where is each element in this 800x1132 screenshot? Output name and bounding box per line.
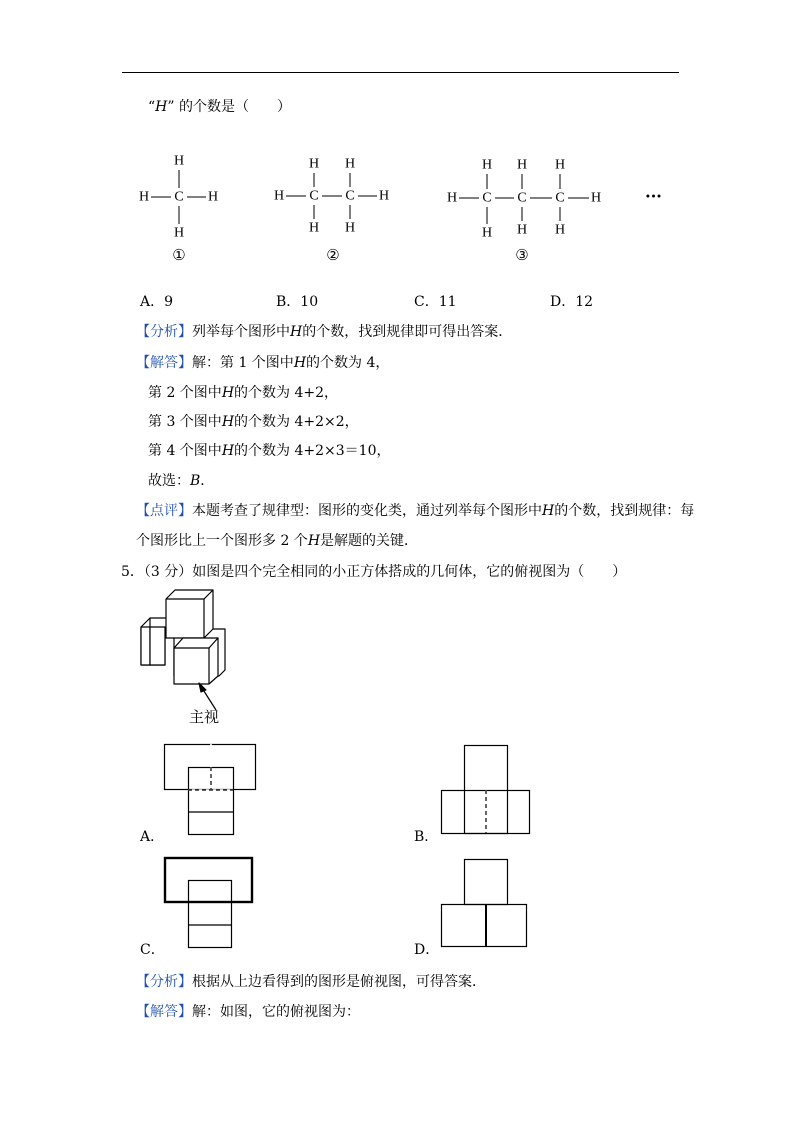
option-c-figure — [160, 853, 260, 953]
q5-analysis: 【分析】根据从上边看得到的图形是俯视图，可得答案． — [136, 974, 486, 990]
answer-tag: 【解答】 — [136, 355, 192, 371]
q4-analysis: 【分析】列举每个图形中H的个数，找到规律即可得出答案． — [136, 324, 513, 340]
comment-tag: 【点评】 — [136, 503, 192, 519]
atom-h: H — [378, 188, 390, 204]
option-a: A．9 — [140, 294, 174, 310]
figure-1-methane — [139, 154, 218, 241]
main-view-label: 主视 — [189, 708, 220, 726]
answer-tag: 【解答】 — [136, 1004, 192, 1020]
option-b-label: B． — [414, 829, 439, 845]
atom-c: C — [482, 190, 492, 206]
question-number: 5． — [121, 564, 144, 580]
atom-h: H — [554, 157, 566, 173]
figure-label: ③ — [515, 248, 529, 264]
q4-comment-line2: 个图形比上一个图形多 2 个H是解题的关键． — [136, 533, 419, 549]
q5-answer: 【解答】解：如图，它的俯视图为： — [136, 1004, 360, 1020]
option-d-label: D． — [414, 942, 440, 958]
header-rule — [122, 72, 679, 73]
option-c-label: C． — [140, 942, 165, 958]
atom-c: C — [555, 190, 565, 206]
analysis-tag: 【分析】 — [136, 324, 192, 340]
q4-comment-line1: 【点评】本题考查了规律型：图形的变化类，通过列举每个图形中H的个数，找到规律：每 — [136, 503, 695, 519]
q5-stem: 5．（3 分）如图是四个完全相同的小正方体搭成的几何体，它的俯视图为（ ） — [121, 564, 627, 580]
q4-answer-line4: 第 4 个图中H的个数为 4+2×3＝10， — [148, 443, 391, 459]
atom-h: H — [516, 222, 528, 238]
option-c: C．11 — [414, 294, 457, 310]
atom-h: H — [344, 156, 356, 172]
atom-c: C — [517, 190, 527, 206]
atom-h: H — [344, 220, 356, 236]
q4-answer-line2: 第 2 个图中H的个数为 4+2， — [148, 385, 339, 401]
figure-3-propane — [447, 158, 601, 241]
atom-h: H — [590, 190, 602, 206]
atom-h: H — [554, 222, 566, 238]
atom-h: H — [173, 225, 185, 241]
figure-label: ① — [172, 248, 186, 264]
q4-answer-line3: 第 3 个图中H的个数为 4+2×2， — [148, 414, 359, 430]
atom-c: C — [174, 189, 184, 205]
q4-answer-line1: 【解答】解：第 1 个图中H的个数为 4， — [136, 355, 390, 371]
analysis-tag: 【分析】 — [136, 974, 192, 990]
ellipsis: ••• — [645, 188, 663, 204]
atom-c: C — [345, 188, 355, 204]
atom-h: H — [173, 153, 185, 169]
option-d-figure — [436, 853, 536, 953]
option-d: D．12 — [550, 294, 594, 310]
option-b-figure — [436, 740, 536, 840]
atom-h: H — [516, 157, 528, 173]
atom-h: H — [207, 189, 219, 205]
hydrocarbon-figures — [0, 140, 800, 270]
option-a-label: A． — [140, 829, 165, 845]
atom-h: H — [481, 157, 493, 173]
atom-c: C — [309, 188, 319, 204]
cube-solid-figure — [130, 585, 240, 730]
q4-stem: “H” 的个数是（ ） — [148, 99, 291, 115]
atom-h: H — [308, 156, 320, 172]
atom-h: H — [481, 225, 493, 241]
figure-label: ② — [326, 248, 340, 264]
atom-h: H — [308, 220, 320, 236]
q4-answer-choice: 故选：B． — [148, 473, 215, 489]
atom-h: H — [446, 190, 458, 206]
atom-h: H — [273, 188, 285, 204]
option-b: B．10 — [276, 294, 319, 310]
figure-2-ethane — [274, 157, 389, 236]
option-a-figure — [160, 740, 260, 840]
atom-h: H — [138, 189, 150, 205]
